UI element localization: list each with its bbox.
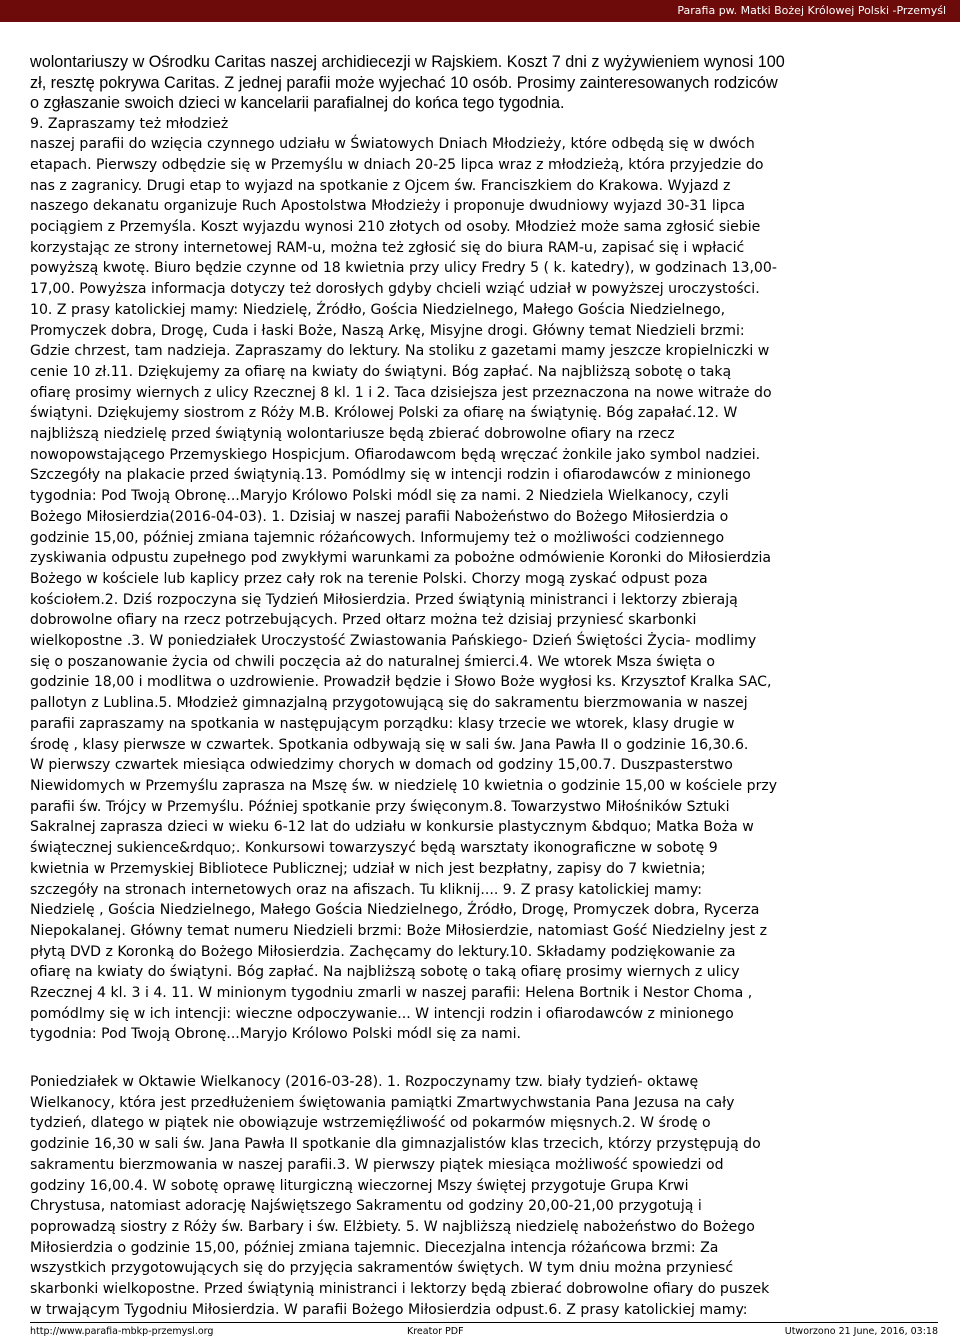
paragraph-intro: wolontariuszy w Ośrodku Caritas naszej archidiecezji w Rajskiem. Koszt 7 dni z wyżywieniem wynosi 100 zł, resztę pokrywa Caritas. Z jednej parafii może wyjechać 10 osób. Prosimy zainteresowanych rodziców o zgłaszanie swoich dzieci w kancelarii parafialnej do końca tego tygodnia. xyxy=(30,53,785,112)
paragraph-announcements: 9. Zapraszamy też młodzież naszej parafii do wzięcia czynnego udziału w Światowych Dniach Młodzieży, które odbędą się w dwóch etapach. Pierwszy odbędzie się w Przemyślu w dniach 20-25 lipca wraz z młodzieżą, która przyjedzie do nas z zagranicy. Drugi etap to wyjazd na spotkanie z Ojcem św. Franciszkiem do Krakowa. Wyjazd z naszego dekanatu organizuje Ruch Apostolstwa Młodzieży i proponuje dwudniowy wyjazd 30-31 lipca pociągiem z Przemyśla. Koszt wyjazdu wynosi 210 złotych od osoby. Młodzież może sama zgłosić siebie korzystając ze strony internetowej RAM-u, można też zgłosić się do biura RAM-u, zapisać się i wpłacić powyższą kwotę. Biuro będzie czynne od 18 kwietnia przy ulicy Fredry 5 ( k. katedry), w godzinach 13,00- 17,00. Powyższa informacja dotyczy też dorosłych gdyby chcieli wziąć udział w powyższej uroczystości. 10. Z prasy katolickiej mamy: Niedzielę, Źródło, Gościa Niedzielnego, Małego Gościa Niedzielnego, Promyczek dobra, Drogę, Cuda i łaski Boże, Naszą Arkę, Misyjne drogi. Główny temat Niedzieli brzmi: Gdzie chrzest, tam nadzieja. Zapraszamy do lektury. Na stoliku z gazetami mamy jeszcze kropielniczki w cenie 10 zł.11. Dziękujemy za ofiarę na kwiaty do świątyni. Bóg zapłać. Na najbliższą sobotę o taką ofiarę prosimy wiernych z ulicy Rzecznej 8 kl. 1 i 2. Taca dzisiejsza jest przeznaczona na nowe witraże do świątyni. Dziękujemy siostrom z Róży M.B. Królowej Polski za ofiarę na świątynię. Bóg zapałać.12. W najbliższą niedzielę przed świątynią wolontariusze będą zbierać dobrowolne ofiary na rzecz nowopowstającego Przemyskiego Hospicjum. Ofiarodawcom będą wręczać żonkile jako symbol nadziei. Szczegóły na plakacie przed świątynią.13. Pomódlmy się w intencji rodzin i ofiarodawców z minionego tygodnia: Pod Twoją Obronę...Maryjo Królowo Polski módl się za nami. 2 Niedziela Wielkanocy, czyli Bożego Miłosierdzia(2016-04-03). 1. Dzisiaj w naszej parafii Nabożeństwo do Bożego Miłosierdzia o godzinie 15,00, później zmiana tajemnic różańcowych. Informujemy też o możliwości codziennego zyskiwania odpustu zupełnego pod zwykłymi warunkami za pobożne odmówienie Koronki do Miłosierdzia Bożego w kościele lub kaplicy przez cały rok na terenie Polski. Chorzy mogą zyskać odpust poza kościołem.2. Dziś rozpoczyna się Tydzień Miłosierdzia. Przed świątynią ministranci i lektorzy zbierają dobrowolne ofiary na rzecz potrzebujących. Przed ołtarz można też dzisiaj przyniesć skarbonki wielkopostne .3. W poniedziałek Uroczystość Zwiastowania Pańskiego- Dzień Świętości Życia- modlimy się o poszanowanie życia od chwili poczęcia aż do naturalnej śmierci.4. We wtorek Msza święta o godzinie 18,00 i modlitwa o uzdrowienie. Prowadził będzie i Słowo Boże wygłosi ks. Krzysztof Kralka SAC, pallotyn z Lublina.5. Młodzież gimnazjalną przygotowującą się do sakramentu bierzmowania w naszej parafii zapraszamy na spotkania w następującym porządku: klasy trzecie we wtorek, klasy drugie w środę , klasy pierwsze w czwartek. Spotkania odbywają się w sali św. Jana Pawła II o godzinie 16,30.6. W pierwszy czwartek miesiąca odwiedzimy chorych w domach od godziny 15,00.7. Duszpasterstwo Niewidomych w Przemyślu zaprasza na Mszę św. w niedzielę 10 kwietnia o godzinie 15,00 w kościele przy parafii św. Trójcy w Przemyślu. Później spotkanie przy święconym.8. Towarzystwo Miłośników Sztuki Sakralnej zaprasza dzieci w wieku 6-12 lat do udziału w konkursie plastycznym &bdquo; Matka Boża w świątecznej sukience&rdquo;. Konkursowi towarzyszyć będą warsztaty ikonograficzne w sobotę 9 kwietnia w Przemyskiej Bibliotece Publicznej; udział w nich jest bezpłatny, zapisy do 7 kwietnia; szczegóły na stronach internetowych oraz na afiszach. Tu kliknij.... 9. Z prasy katolickiej mamy: Niedzielę , Gościa Niedzielnego, Małego Gościa Niedzielnego, Źródło, Drogę, Promyczek dobra, Rycerza Niepokalanej. Główny temat numeru Niedzieli brzmi: Boże Miłosierdzie, natomiast Gość Niedzielny jest z płytą DVD z Koronką do Bożego Miłosierdzia. Zachęcamy do lektury.10. Składamy podziękowanie za ofiarę na kwiaty do świątyni. Bóg zapłać. Na najbliższą sobotę o taką ofiarę prosimy wiernych z ulicy Rzecznej 4 kl. 3 i 4. 11. W minionym tygodniu zmarli w naszej parafii: Helena Bortnik i Nestor Choma , pomódlmy się w ich intencji: wieczne odpoczywanie... W intencji rodzin i ofiarodawców z minionego tygodnia: Pod Twoją Obronę...Maryjo Królowo Polski módl się za nami. xyxy=(30,115,778,1043)
footer xyxy=(30,1326,938,1339)
footer-date: Utworzono 21 June, 2016, 03:18 xyxy=(784,1326,938,1337)
header-bar xyxy=(0,0,960,22)
paragraph-easter-octave: Poniedziałek w Oktawie Wielkanocy (2016-03-28). 1. Rozpoczynamy tzw. biały tydzień- oktawę Wielkanocy, która jest przedłużeniem świętowania pamiątki Zmartwychwstania Pana Jezusa na cały tydzień, dlatego w piątek nie obowiązuje wstrzemięźliwość od pokarmów mięsnych.2. W środę o godzinie 16,30 w sali św. Jana Pawła II spotkanie dla gimnazjalistów klas trzecich, którzy przystępują do sakramentu bierzmowania w naszej parafii.3. W pierwszy piątek miesiąca możliwość spowiedzi od godziny 16,00.4. W sobotę oprawę liturgiczną wieczornej Mszy świętej przygotuje Grupa Krwi Chrystusa, natomiast adorację Najświętszego Sakramentu od godziny 20,00-21,00 przygotują i poprowadzą siostry z Róży św. Barbary i św. Elżbiety. 5. W najbliższą niedzielę nabożeństwo do Bożego Miłosierdzia o godzinie 15,00, później zmiana tajemnic. Diecezjalna intencja różańcowa brzmi: Za wszystkich przygotowujących się do przyjęcia sakramentów świętych. W tym dniu można przyniesć skarbonki wielkopostne. Przed świątynią ministranci i lektorzy będą zbierać dobrowolne ofiary do puszek w trwającym Tygodniu Miłosierdzia. W parafii Bożego Miłosierdzia odpust.6. Z prasy katolickiej mamy: xyxy=(30,1074,770,1318)
site-title: Parafia pw. Matki Bożej Królowej Polski -Przemyśl xyxy=(677,4,946,17)
footer-url: http://www.parafia-mbkp-przemysl.org xyxy=(30,1326,214,1337)
document-body xyxy=(30,52,938,1318)
footer-creator: Kreator PDF xyxy=(407,1326,464,1337)
footer-divider xyxy=(30,1322,938,1323)
